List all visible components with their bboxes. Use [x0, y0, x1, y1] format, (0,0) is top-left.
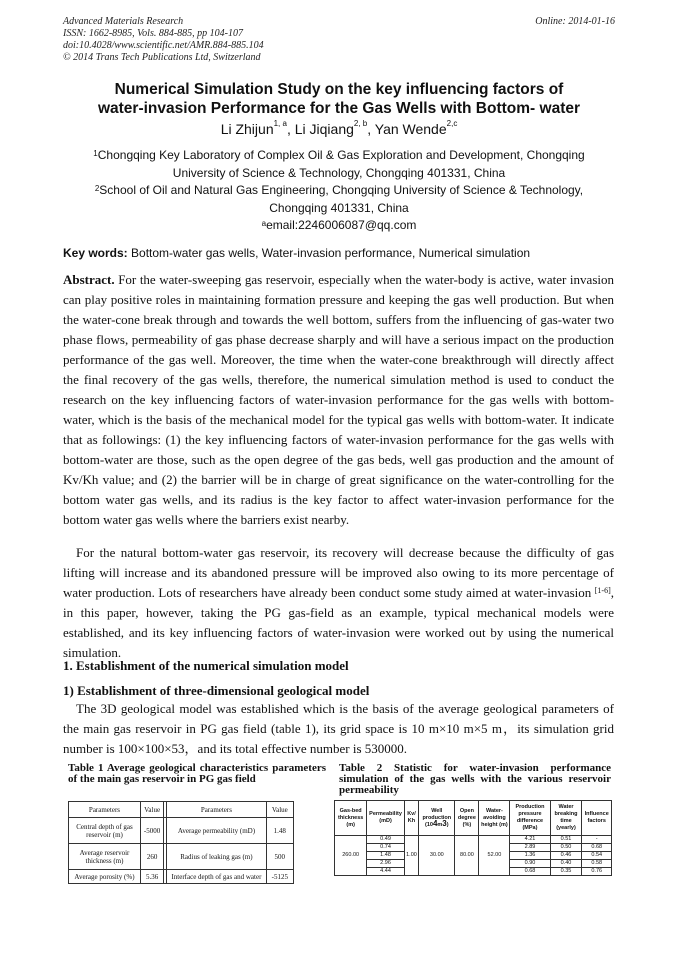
- table-header: Open degree (%): [455, 801, 479, 836]
- email-line: [60, 217, 618, 235]
- intro-text-1: For the natural bottom-water gas reservoir, its recovery will decrease because the difficulty of gas lifting will increase and its abandoned pressure will be improved also owing to its more percentage of water production. Lots of researchers have already been conduct some study aimed at water-invasion: [63, 545, 614, 600]
- table-row: [335, 836, 612, 844]
- table-cell: Interface depth of gas and water: [167, 870, 266, 884]
- paper-title: [40, 80, 638, 118]
- header-sup: 3: [442, 818, 447, 828]
- table-header: Parameters: [167, 802, 266, 818]
- table-cell: 0.40: [550, 860, 582, 868]
- table-cell: -5125: [266, 870, 293, 884]
- abstract: [63, 270, 614, 530]
- email: email:2246006087@qq.com: [266, 218, 417, 232]
- table-cell: 260.00: [335, 836, 367, 876]
- table-cell: 0.68: [582, 844, 612, 852]
- table-cell: Radius of leaking gas (m): [167, 844, 266, 870]
- table-row: [69, 818, 294, 844]
- table-cell: 5.36: [140, 870, 163, 884]
- table-header: Parameters: [69, 802, 141, 818]
- affiliation-1-line-1: Chongqing Key Laboratory of Complex Oil & Gas Exploration and Development, Chongqing: [97, 148, 585, 162]
- table-header: Water-avoiding height (m): [479, 801, 510, 836]
- table-row: [69, 870, 294, 884]
- issn-line: ISSN: 1662-8985, Vols. 884-885, pp 104-107: [63, 28, 243, 39]
- affiliation-2-line-1: School of Oil and Natural Gas Engineering, Chongqing University of Science & Technology,: [99, 183, 584, 197]
- table-cell: 4.21: [510, 836, 550, 844]
- keywords: [63, 246, 623, 260]
- email-sup: a: [261, 219, 267, 228]
- section-heading: 1. Establishment of the numerical simulation model: [63, 658, 349, 673]
- table-cell: 0.46: [550, 852, 582, 860]
- affiliations: [60, 147, 618, 235]
- author-name: Yan Wende: [374, 121, 447, 137]
- table-header: Gas-bed thickness (m): [335, 801, 367, 836]
- table-cell: Average permeability (mD): [167, 818, 266, 844]
- keywords-label: Key words:: [63, 246, 128, 260]
- title-line-1: Numerical Simulation Study on the key influencing factors of: [114, 81, 564, 98]
- doi-line: doi:10.4028/www.scientific.net/AMR.884-885.104: [63, 40, 264, 51]
- table-cell: 0.35: [550, 868, 582, 876]
- table-header: Value: [140, 802, 163, 818]
- subsection-paragraph: The 3D geological model was established which is the basis of the average geological parameters of the main gas reservoir in PG gas field (table 1), its grid space is 10 m×10 m×5 m，its simulation grid number is 100×100×53，and its total effective number is 530000.: [63, 701, 614, 756]
- header-text: m: [437, 821, 443, 828]
- table-cell: 260: [140, 844, 163, 870]
- table-cell: -5000: [140, 818, 163, 844]
- table-cell: 0.74: [367, 844, 404, 852]
- affiliation-sup: 1: [93, 149, 98, 158]
- table-cell: 0.58: [582, 860, 612, 868]
- header-text: Well production (10: [422, 807, 452, 828]
- affiliation-2-line-2: Chongqing 401331, China: [269, 200, 409, 215]
- table-1: [68, 801, 294, 884]
- subsection-heading: 1) Establishment of three-dimensional geological model: [63, 683, 370, 698]
- table-cell: 52.00: [479, 836, 510, 876]
- author-separator: ,: [286, 121, 295, 137]
- table-cell: 1.48: [367, 852, 404, 860]
- running-header: [63, 16, 264, 64]
- abstract-label: Abstract.: [63, 272, 115, 287]
- table-cell: Average porosity (%): [69, 870, 141, 884]
- table-cell: Average reservoir thickness (m): [69, 844, 141, 870]
- table-header: Value: [266, 802, 293, 818]
- table-cell: 2.96: [367, 860, 404, 868]
- citation: [1-6]: [594, 586, 611, 595]
- table-row: [69, 844, 294, 870]
- table-cell: 0.50: [550, 844, 582, 852]
- author-name: Li Zhijun: [220, 121, 274, 137]
- table-cell: 1.00: [404, 836, 419, 876]
- table-cell: 1.48: [266, 818, 293, 844]
- keywords-text: Bottom-water gas wells, Water-invasion performance, Numerical simulation: [127, 246, 531, 260]
- author-name: Li Jiqiang: [294, 121, 354, 137]
- table-header: [419, 801, 455, 836]
- table-cell: 30.00: [419, 836, 455, 876]
- table-cell: 0.90: [510, 860, 550, 868]
- table-header: Production pressure difference (MPa): [510, 801, 550, 836]
- table-cell: 2.89: [510, 844, 550, 852]
- table-cell: 0.76: [582, 868, 612, 876]
- table-1-caption: Table 1 Average geological characteristics parameters of the main gas reservoir in PG gas field: [68, 762, 326, 785]
- affiliation-2: [60, 182, 618, 200]
- table-cell: 0.54: [582, 852, 612, 860]
- table-cell: 0.49: [367, 836, 404, 844]
- affiliation-1-line-2: University of Science & Technology, Chongqing 401331, China: [172, 165, 506, 180]
- author-separator: ,: [367, 121, 375, 137]
- author-sup: 2,c: [446, 119, 458, 128]
- online-date: Online: 2014-01-16: [535, 16, 615, 27]
- author-sup: 2, b: [353, 119, 368, 128]
- table-cell: 0.68: [510, 868, 550, 876]
- table-cell: 1.36: [510, 852, 550, 860]
- intro-paragraph: [63, 543, 614, 663]
- table-2: [334, 800, 612, 876]
- header-sup: 4: [432, 818, 438, 828]
- intro-text-2: , in this paper, however, taking the PG gas-field as an example, typical mechanical models were established, and its key influencing factors of water-invasion were worked out by using the numerical simulation.: [63, 585, 614, 660]
- table-cell: 80.00: [455, 836, 479, 876]
- table-cell: 4.44: [367, 868, 404, 876]
- table-header: Influence factors: [582, 801, 612, 836]
- abstract-text: For the water-sweeping gas reservoir, especially when the water-body is active, water invasion can play positive roles in maintaining formation pressure and keeping the gas well production. But when the water-cone break through and towards the well bottom, suffers from the influencing of gas-water two phase flows, permeability of gas phase decrease sharply and will have a serious impact on the production performance of the gas well. Moreover, the time when the water-cone breakthrough will directly affect the final recovery of the gas wells, therefore, the numerical simulation method is used to conduct the research on the key influencing factors of water-invasion performance for the gas wells with bottom-water, which is the basis of the mechanical model for the typical gas wells with bottom-water. It indicate that as followings: (1) the key influencing factors of water-invasion performance for the gas wells with bottom-water are those, such as the open degree of the gas beds, well gas production and the amount of Kv/Kh value; and (2) the barrier will be in charge of great significance on the water-controlling for the bottom water gas wells, and its radius is the key factor to affect water-invasion performance for the bottom water gas wells where the barriers exist nearby.: [63, 272, 614, 527]
- author-sup: 1, a: [273, 119, 287, 128]
- affiliation-1: [60, 147, 618, 165]
- table-cell: 500: [266, 844, 293, 870]
- table-header: Kv/ Kh: [404, 801, 419, 836]
- table-header: Water breaking time (yearly): [550, 801, 582, 836]
- table-header: Permeability (mD): [367, 801, 404, 836]
- title-line-2: water-invasion Performance for the Gas Wells with Bottom- water: [97, 100, 581, 117]
- table-2-caption: Table 2 Statistic for water-invasion performance simulation of the gas wells with the various reservoir permeability: [339, 762, 611, 796]
- table-cell: 0.51: [550, 836, 582, 844]
- header-text: ): [446, 821, 449, 828]
- table-cell: Central depth of gas reservoir (m): [69, 818, 141, 844]
- journal-name: Advanced Materials Research: [63, 16, 184, 27]
- affiliation-sup: 2: [94, 184, 100, 193]
- table-cell: -: [582, 836, 612, 844]
- copyright-line: © 2014 Trans Tech Publications Ltd, Switzerland: [63, 52, 261, 63]
- author-list: [40, 121, 638, 137]
